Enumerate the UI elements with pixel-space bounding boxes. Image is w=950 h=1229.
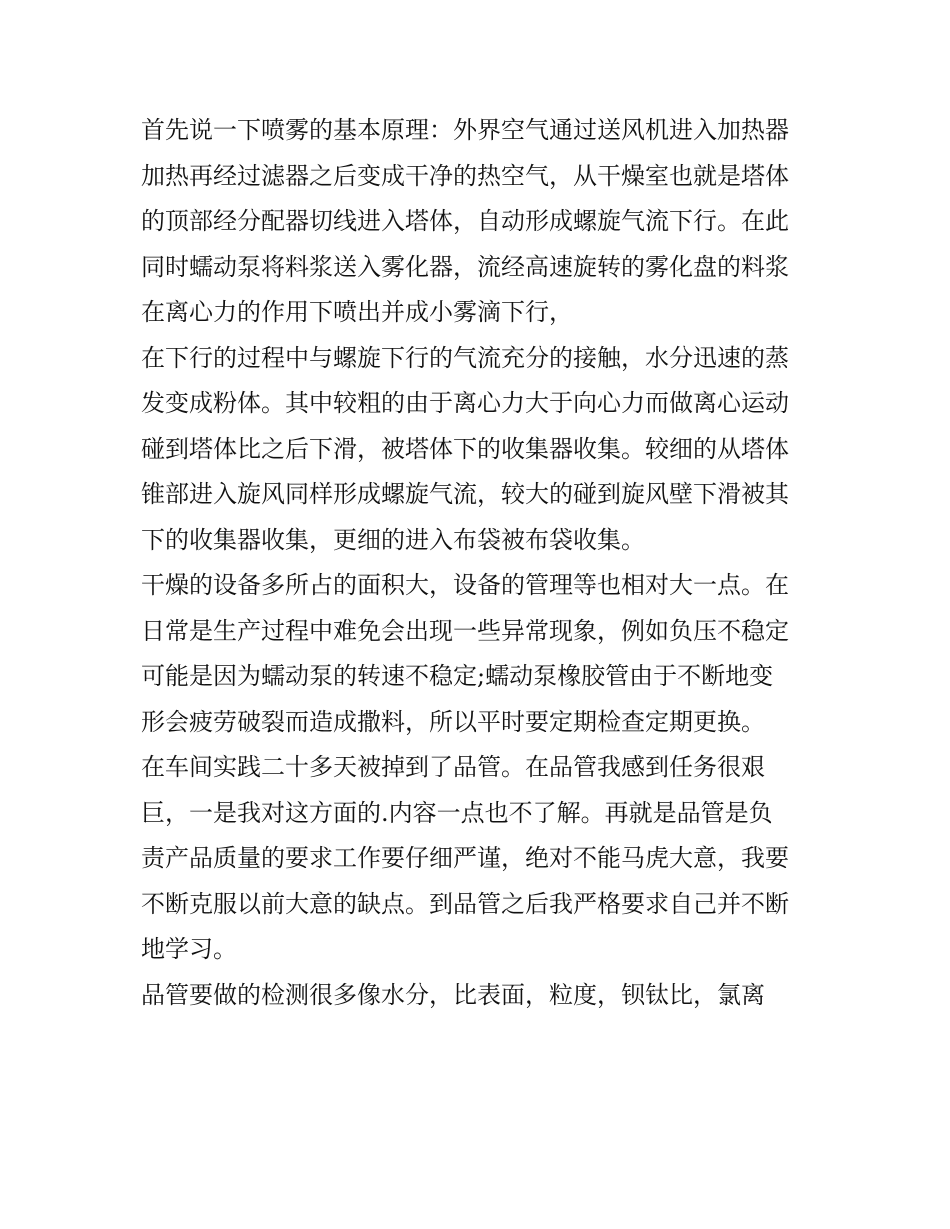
text-line: 责产品质量的要求工作要仔细严谨，绝对不能马虎大意，我要 <box>141 844 789 872</box>
text-line: 地学习。 <box>141 935 237 963</box>
text-line: 碰到塔体比之后下滑，被塔体下的收集器收集。较细的从塔体 <box>141 434 789 463</box>
text-line: 锥部进入旋风同样形成螺旋气流，较大的碰到旋风壁下滑被其 <box>141 480 789 508</box>
text-line: 下的收集器收集，更细的进入布袋被布袋收集。 <box>141 525 645 554</box>
text-line: 的顶部经分配器切线进入塔体，自动形成螺旋气流下行。在此 <box>141 207 789 235</box>
text-line: 可能是因为蠕动泵的转速不稳定;蠕动泵橡胶管由于不断地变 <box>141 662 774 690</box>
text-line: 形会疲劳破裂而造成撒料，所以平时要定期检查定期更换。 <box>141 707 765 736</box>
document-body <box>141 108 813 1018</box>
text-line: 在下行的过程中与螺旋下行的气流充分的接触，水分迅速的蒸 <box>141 343 789 372</box>
text-line: 在离心力的作用下喷出并成小雾滴下行， <box>141 298 573 326</box>
text-line: 首先说一下喷雾的基本原理：外界空气通过送风机进入加热器 <box>141 116 789 144</box>
text-line: 巨，一是我对这方面的.内容一点也不了解。再就是品管是负 <box>141 798 773 827</box>
text-line: 品管要做的检测很多像水分，比表面，粒度，钡钛比，氯离 <box>141 980 765 1009</box>
text-line: 日常是生产过程中难免会出现一些异常现象，例如负压不稳定 <box>141 616 789 645</box>
text-line: 干燥的设备多所占的面积大，设备的管理等也相对大一点。在 <box>141 571 789 599</box>
text-line: 同时蠕动泵将料浆送入雾化器，流经高速旋转的雾化盘的料浆 <box>141 252 789 281</box>
text-line: 不断克服以前大意的缺点。到品管之后我严格要求自己并不断 <box>141 889 789 918</box>
text-line: 在车间实践二十多天被掉到了品管。在品管我感到任务很艰 <box>141 753 765 781</box>
text-line: 加热再经过滤器之后变成干净的热空气，从干燥室也就是塔体 <box>141 161 789 190</box>
text-line: 发变成粉体。其中较粗的由于离心力大于向心力而做离心运动 <box>141 389 789 417</box>
